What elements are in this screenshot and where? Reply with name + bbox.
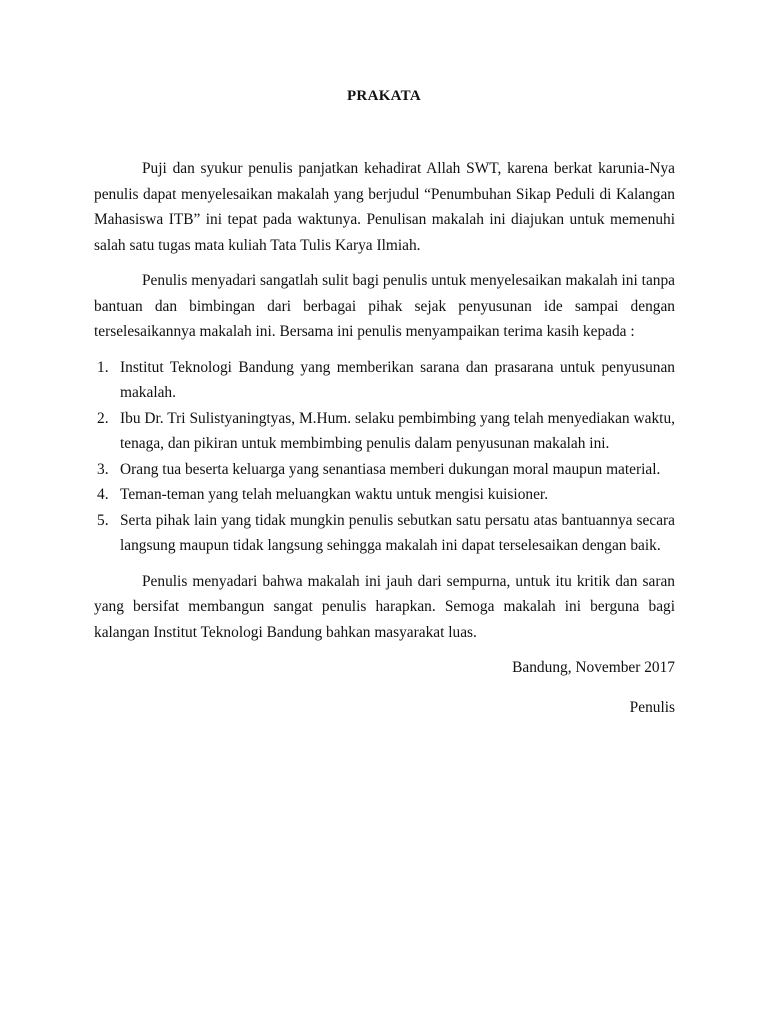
document-body [94, 156, 675, 720]
list-item [94, 355, 675, 406]
paragraph-opening: Puji dan syukur penulis panjatkan kehadirat Allah SWT, karena berkat karunia-Nya penulis dapat menyelesaikan makalah yang berjudul “Penumbuhan Sikap Peduli di Kalangan Mahasiswa ITB” ini tepat pada waktunya. Penulisan makalah ini diajukan untuk memenuhi salah satu tugas mata kuliah Tata Tulis Karya Ilmiah. [94, 160, 675, 254]
list-item-number: 1. [97, 358, 109, 376]
page-title: PRAKATA [346, 88, 422, 104]
place-date: Bandung, November 2017 [512, 659, 675, 676]
list-item [94, 457, 675, 483]
list-item-text: Orang tua beserta keluarga yang senantiasa memberi dukungan moral maupun material. [120, 460, 661, 478]
list-item [94, 508, 675, 559]
acknowledgement-list [94, 355, 675, 559]
list-item-text: Institut Teknologi Bandung yang memberikan sarana dan prasarana untuk penyusunan makalah. [120, 358, 675, 401]
list-item-number: 3. [97, 460, 109, 478]
paragraph-acknowledgement-intro: Penulis menyadari sangatlah sulit bagi penulis untuk menyelesaikan makalah ini tanpa bantuan dan bimbingan dari berbagai pihak sejak penyusunan ide sampai dengan terselesaikannya makalah ini. Bersama ini penulis menyampaikan terima kasih kepada : [94, 272, 675, 340]
list-item-text: Teman-teman yang telah meluangkan waktu untuk mengisi kuisioner. [120, 486, 549, 503]
list-item-text: Serta pihak lain yang tidak mungkin penulis sebutkan satu persatu atas bantuannya secara langsung maupun tidak langsung sehingga makalah ini dapat terselesaikan dengan baik. [120, 511, 675, 554]
list-item [94, 482, 675, 508]
list-item-number: 2. [97, 409, 109, 427]
list-item-text: Ibu Dr. Tri Sulistyaningtyas, M.Hum. selaku pembimbing yang telah menyediakan waktu, tenaga, dan pikiran untuk membimbing penulis dalam penyusunan makalah ini. [120, 409, 675, 452]
author-signature: Penulis [629, 698, 675, 716]
list-item [94, 406, 675, 457]
paragraph-closing: Penulis menyadari bahwa makalah ini jauh dari sempurna, untuk itu kritik dan saran yang bersifat membangun sangat penulis harapkan. Semoga makalah ini berguna bagi kalangan Institut Teknologi Bandung bahkan masyarakat luas. [94, 572, 675, 641]
list-item-number: 4. [97, 486, 109, 503]
list-item-number: 5. [97, 511, 109, 529]
